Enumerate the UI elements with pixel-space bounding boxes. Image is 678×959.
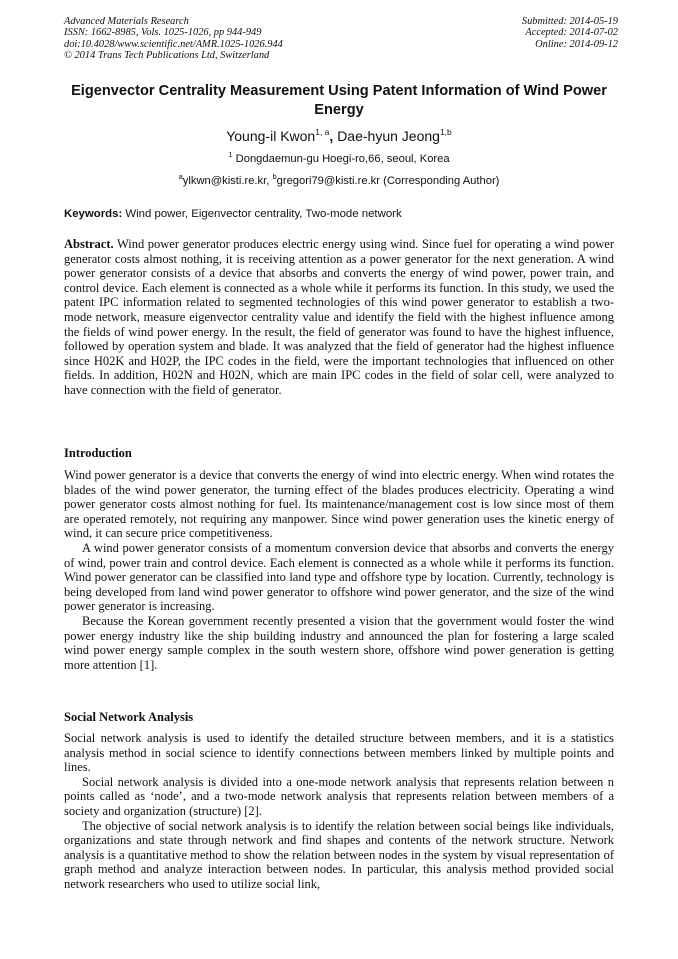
paragraph: Because the Korean government recently presented a vision that the government would foster the wind power energy industry like the ship building industry and announced the plan for fostering a large scaled wind power energy sample complex in the south western shore, offshore wind power generation is getting more attention [1]. xyxy=(64,613,614,672)
email-superscript: b xyxy=(272,172,277,181)
email-text: gregori79@kisti.re.kr (Corresponding Author) xyxy=(276,175,500,187)
author-separator: , xyxy=(329,128,338,144)
email-text: ylkwn@kisti.re.kr, xyxy=(182,175,273,187)
author-name: Dae-hyun Jeong xyxy=(337,128,440,144)
abstract xyxy=(64,237,614,398)
introduction-body xyxy=(64,468,614,672)
affiliation-superscript: 1 xyxy=(228,150,233,159)
copyright-line: © 2014 Trans Tech Publications Ltd, Switzerland xyxy=(64,50,270,62)
doi-line: doi:10.4028/www.scientific.net/AMR.1025-1026.944 xyxy=(64,38,283,50)
accepted-date: Accepted: 2014-07-02 xyxy=(525,27,618,39)
abstract-text: Wind power generator produces electric energy using wind. Since fuel for operating a wind power generator costs almost nothing, it is receiving attention as a power generator for the next generation. A wind power generator consists of a device that absorbs and converts the energy of wind power, power train, and control device. Each element is connected as a whole while it performs its function. In this study, we used the patent IPC information related to segmented technologies of this wind power generator to establish a two-mode network, measure eigenvector centrality value and identify the field with the highest influence among the fields of wind power energy. In the result, the field of generator was found to have the highest influence, followed by operation system and blade. It was analyzed that the field of generator had the highest influence since H02K and H02P, the IPC codes in the field, were the important technologies that influenced on other fields. In addition, H02N and H02N, which are main IPC codes in the field of solar cell, were analyzed to have connection with the field of generator. xyxy=(64,237,614,397)
email-superscript: a xyxy=(178,172,183,181)
author-name: Young-il Kwon xyxy=(226,128,316,144)
author-line xyxy=(60,123,618,145)
paragraph: A wind power generator consists of a momentum conversion device that absorbs and converts the energy of wind, power train and control device. Each element is connected as a whole while it performs its function. Wind power generator can be classified into land type and offshore type by location. Currently, technology is being developed from land wind power generator to offshore wind power generator, and the size of the wind power generator is increasing. xyxy=(64,540,614,614)
issn-line: ISSN: 1662-8985, Vols. 1025-1026, pp 944-949 xyxy=(64,27,262,39)
author-superscript: 1, a xyxy=(315,127,330,137)
email-line xyxy=(60,170,618,188)
paper-title: Eigenvector Centrality Measurement Using Patent Information of Wind Power Energy xyxy=(71,83,607,118)
introduction-heading: Introduction xyxy=(64,446,132,460)
social-network-analysis-body xyxy=(64,731,614,892)
affiliation-text: Dongdaemun-gu Hoegi-ro,66, seoul, Korea xyxy=(232,153,450,165)
social-network-analysis-heading: Social Network Analysis xyxy=(64,710,194,724)
keywords-text: Wind power, Eigenvector centrality, Two-mode network xyxy=(122,208,402,220)
author-superscript: 1,b xyxy=(439,127,452,137)
keywords-label: Keywords: xyxy=(64,208,123,220)
affiliation xyxy=(60,148,618,166)
abstract-label: Abstract. xyxy=(64,237,114,251)
date-info xyxy=(522,16,618,50)
paragraph: Social network analysis is divided into a one-mode network analysis that represents relation between n points called as ‘node’, and a two-mode network analysis that represents relation between members of a society and organization (structure) [2]. xyxy=(64,774,614,818)
paragraph: Wind power generator is a device that converts the energy of wind into electric energy. When wind rotates the blades of the wind power generator, the turning effect of the blades produces electricity. Operating a wind power generator costs almost nothing for fuel. Its maintenance/management cost is low since most of them are operated remotely, not requiring any manpower. Since wind power generation uses the kinetic energy of wind, it can secure price competitiveness. xyxy=(64,468,614,541)
paragraph: Social network analysis is used to identify the detailed structure between members, and it is a statistics analysis method in social science to identify connections between members linked by multiple points and lines. xyxy=(64,731,614,775)
paragraph: The objective of social network analysis is to identify the relation between social beings like individuals, organizations and state through network and find shapes and contents of the network structure. Network analysis is a quantitative method to show the relation between nodes in the system by visual representation of graph method and analyze interaction between nodes. In particular, this analysis method provided social network researchers who used to utilize social link, xyxy=(64,818,614,891)
keywords xyxy=(64,207,618,221)
submitted-date: Submitted: 2014-05-19 xyxy=(521,16,618,27)
journal-info xyxy=(64,16,283,62)
journal-name: Advanced Materials Research xyxy=(64,16,189,27)
online-date: Online: 2014-09-12 xyxy=(535,38,618,50)
